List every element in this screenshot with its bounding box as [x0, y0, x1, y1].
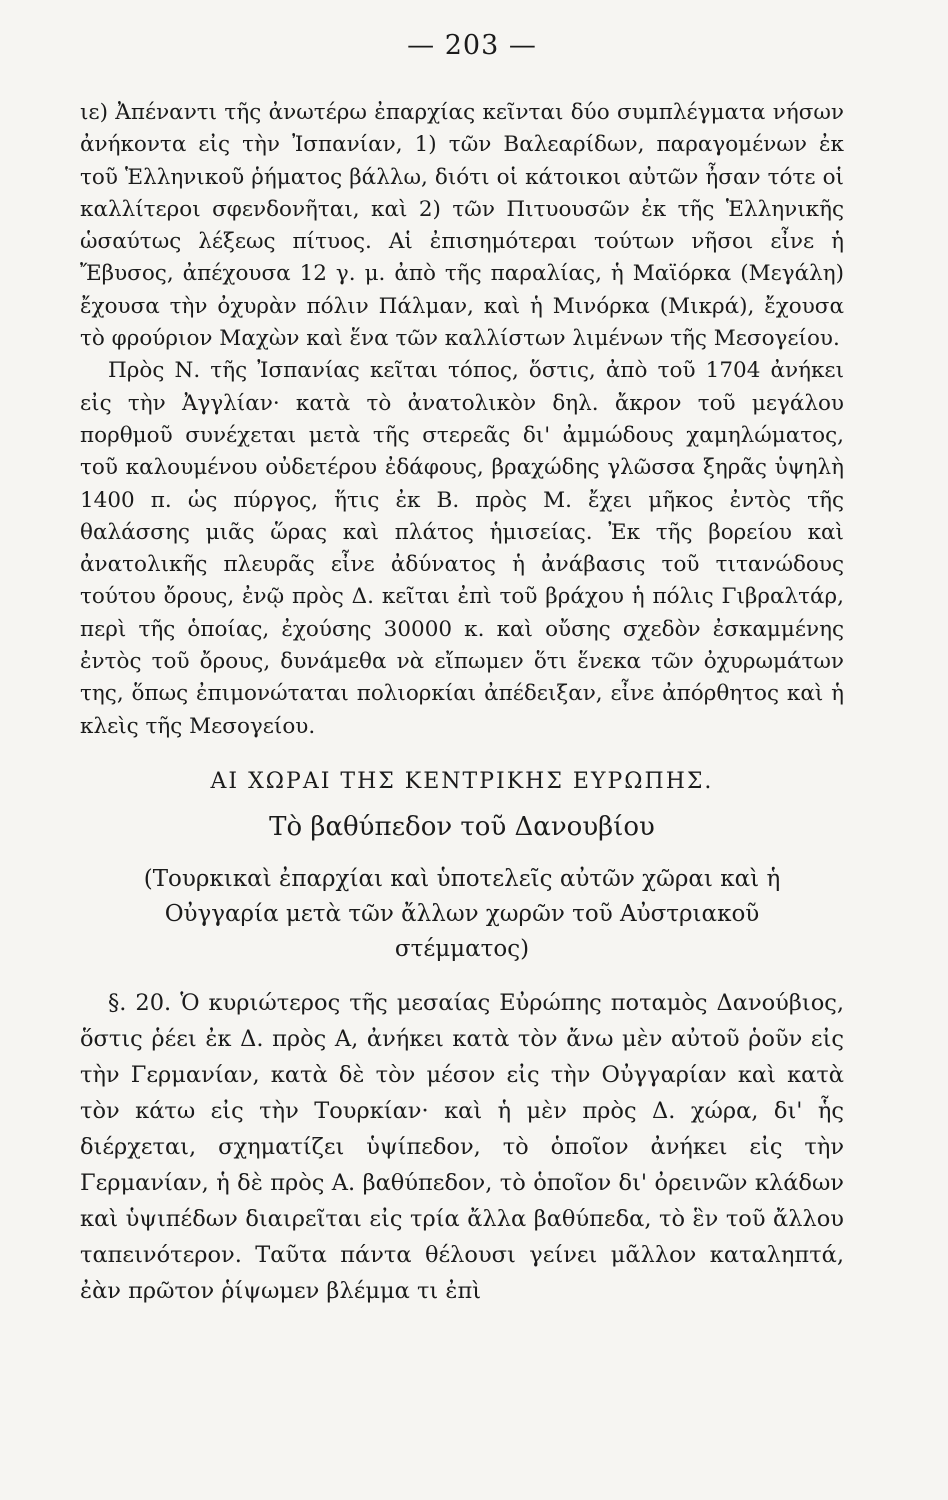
- paragraph-gibraltar: Πρὸς Ν. τῆς Ἰσπανίας κεῖται τόπος, ὅστις, ἀπὸ τοῦ 1704 ἀνήκει εἰς τὴν Ἀγγλίαν· κατὰ τὸ ἀνατολικὸν δηλ. ἄκρον τοῦ μεγάλου πορθμοῦ συνέχεται μετὰ τῆς στερεᾶς δι' ἀμμώδους χαμηλώματος, τοῦ καλουμένου οὐδετέρου ἐδάφους, βραχώδης γλῶσσα ξηρᾶς ὑψηλὴ 1400 π. ὡς πύργος, ἥτις ἐκ Β. πρὸς Μ. ἔχει μῆκος ἐντὸς τῆς θαλάσσης μιᾶς ὥρας καὶ πλάτος ἡμισείας. Ἐκ τῆς βορείου καὶ ἀνατολικῆς πλευρᾶς εἶνε ἀδύνατος ἡ ἀνάβασις τοῦ τιτανώδους τούτου ὄρους, ἐνῷ πρὸς Δ. κεῖται ἐπὶ τοῦ βράχου ἡ πόλις Γιβραλτάρ, περὶ τῆς ὁποίας, ἐχούσης 30000 κ. καὶ οὔσης σχεδὸν ἐσκαμμένης ἐντὸς τοῦ ὄρους, δυνάμεθα νὰ εἴπωμεν ὅτι ἕνεκα τῶν ὀχυρωμάτων της, ὅπως ἐπιμονώταται πολιορκίαι ἀπέδειξαν, εἶνε ἀπόρθητος καὶ ἡ κλεὶς τῆς Μεσογείου.: [80, 358, 844, 739]
- section-heading: ΑΙ ΧΩΡΑΙ ΤΗΣ ΚΕΝΤΡΙΚΗΣ ΕΥΡΩΠΗΣ.: [210, 768, 714, 794]
- section-subheading: Τὸ βαθύπεδον τοῦ Δανουβίου: [269, 811, 655, 842]
- section-parenthetical: (Τουρκικαὶ ἐπαρχίαι καὶ ὑποτελεῖς αὐτῶν χῶραι καὶ ἡ Οὐγγαρία μετὰ τῶν ἄλλων χωρῶν τοῦ Αὐστριακοῦ στέμματος): [143, 865, 781, 962]
- paragraph-danube: §. 20. Ὁ κυριώτερος τῆς μεσαίας Εὐρώπης ποταμὸς Δανούβιος, ὅστις ῥέει ἐκ Δ. πρὸς Α, ἀνήκει κατὰ τὸν ἄνω μὲν αὐτοῦ ῥοῦν εἰς τὴν Γερμανίαν, κατὰ δὲ τὸν μέσον εἰς τὴν Οὐγγαρίαν καὶ κατὰ τὸν κάτω εἰς τὴν Τουρκίαν· καὶ ἡ μὲν πρὸς Δ. χώρα, δι' ἧς διέρχεται, σχηματίζει ὑψίπεδον, τὸ ὁποῖον ἀνήκει εἰς τὴν Γερμανίαν, ἡ δὲ πρὸς Α. βαθύπεδον, τὸ ὁποῖον δι' ὀρεινῶν κλάδων καὶ ὑψιπέδων διαιρεῖται εἰς τρία ἄλλα βαθύπεδα, τὸ ἓν τοῦ ἄλλου ταπεινότερον. Ταῦτα πάντα θέλουσι γείνει μᾶλλον καταληπτά, ἐὰν πρῶτον ῥίψωμεν βλέμμα τι ἐπὶ: [80, 989, 844, 1304]
- page-number: — 203 —: [407, 30, 537, 61]
- paragraph-balearic-islands: ιε) Ἀπέναντι τῆς ἀνωτέρω ἐπαρχίας κεῖνται δύο συμπλέγματα νήσων ἀνήκοντα εἰς τὴν Ἰσπανίαν, 1) τῶν Βαλεαρίδων, παραγομένων ἐκ τοῦ Ἑλληνικοῦ ῥήματος βάλλω, διότι οἱ κάτοικοι αὐτῶν ἦσαν τότε οἱ καλλίτεροι σφενδονῆται, καὶ 2) τῶν Πιτυουσῶν ἐκ τῆς Ἑλληνικῆς ὡσαύτως λέξεως πίτυος. Αἱ ἐπισημότεραι τούτων νῆσοι εἶνε ἡ Ἔβυσος, ἀπέχουσα 12 γ. μ. ἀπὸ τῆς παραλίας, ἡ Μαϊόρκα (Μεγάλη) ἔχουσα τὴν ὀχυρὰν πόλιν Πάλμαν, καὶ ἡ Μινόρκα (Μικρά), ἔχουσα τὸ φρούριον Μαχὼν καὶ ἕνα τῶν καλλίστων λιμένων τῆς Μεσογείου.: [80, 100, 844, 352]
